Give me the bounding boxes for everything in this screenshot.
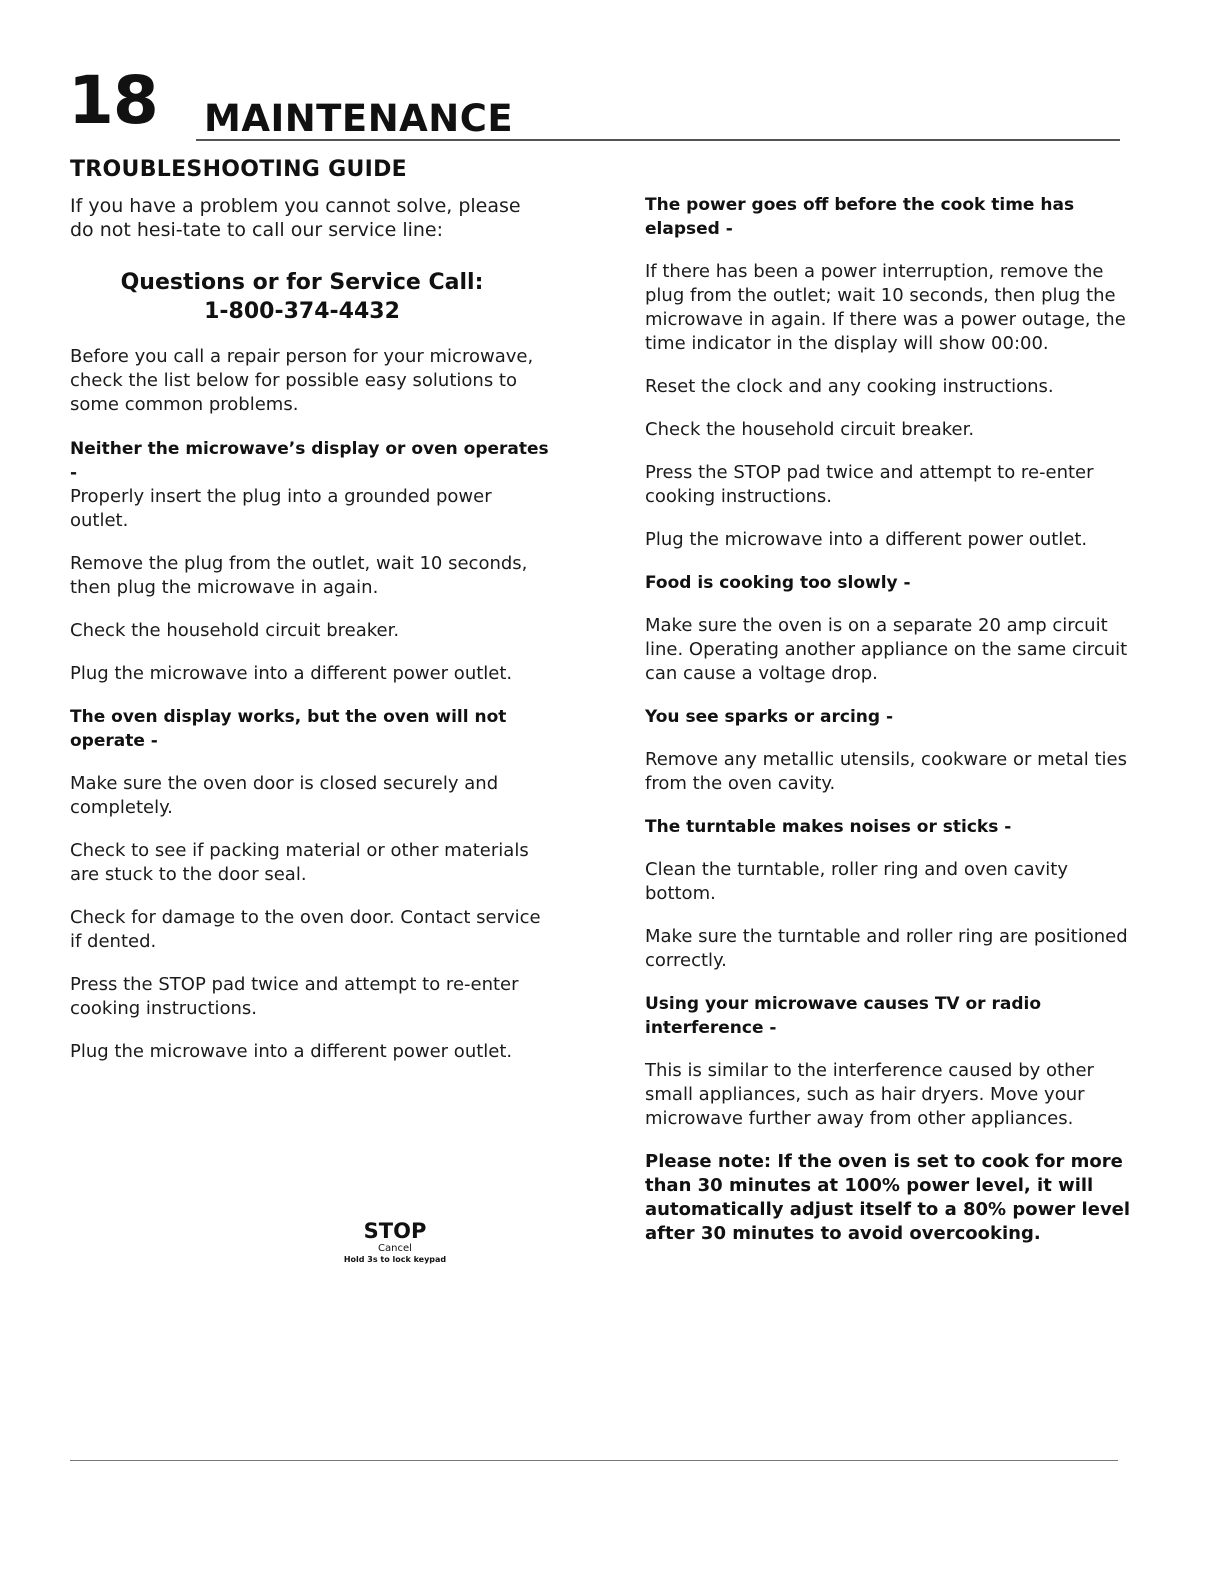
problem-heading: The turntable makes noises or sticks - [645,817,1012,837]
before-call-text: Before you call a repair person for your microwave, check the list below for possible easy solutions to some common problems. [70,346,534,415]
solution-text: Reset the clock and any cooking instructions. [645,376,1054,397]
solution-text: Check to see if packing material or other materials are stuck to the door seal. [70,840,529,885]
page-subtitle: TROUBLESHOOTING GUIDE [70,157,408,182]
stop-pad-label: STOP [363,1219,427,1243]
solution-text: Plug the microwave into a different power outlet. [645,529,1088,550]
problem-heading: The oven display works, but the oven will not operate - [70,707,507,751]
problem-heading: Using your microwave causes TV or radio interference - [645,994,1042,1038]
solution-text: Remove any metallic utensils, cookware or metal ties from the oven cavity. [645,749,1128,794]
solution-text: Remove the plug from the outlet, wait 10 seconds, then plug the microwave in again. [70,553,528,598]
right-column [645,193,1135,1246]
problem-heading: Food is cooking too slowly - [645,573,911,593]
left-column [70,194,550,1083]
problem-heading: The power goes off before the cook time has elapsed - [645,195,1075,239]
solution-text: This is similar to the interference caused by other small appliances, such as hair dryers. Move your microwave further away from other appliances. [645,1060,1094,1129]
service-phone-number: 1-800-374-4432 [204,299,400,324]
stop-pad-sublabel: Cancel [378,1243,412,1254]
service-call-heading: Questions or for Service Call: [120,270,484,295]
solution-text: Check the household circuit breaker. [70,620,400,641]
section-title: MAINTENANCE [204,97,514,140]
solution-text: Press the STOP pad twice and attempt to re-enter cooking instructions. [70,974,519,1019]
header-rule [196,139,1120,141]
solution-text: Make sure the oven is on a separate 20 amp circuit line. Operating another appliance on the same circuit can cause a voltage drop. [645,615,1128,684]
solution-text: Press the STOP pad twice and attempt to re-enter cooking instructions. [645,462,1094,507]
service-call-block [70,268,534,326]
page-number: 18 [68,62,158,139]
stop-pad-illustration [340,1219,450,1265]
power-level-note: Please note: If the oven is set to cook for more than 30 minutes at 100% power level, it will automatically adjust itself to a 80% power level after 30 minutes to avoid overcooking. [645,1151,1131,1244]
solution-text: If there has been a power interruption, remove the plug from the outlet; wait 10 seconds, then plug the microwave in again. If there was a power outage, the time indicator in the display will show 00:00. [645,261,1126,354]
solution-text: Make sure the turntable and roller ring are positioned correctly. [645,926,1128,971]
solution-text: Make sure the oven door is closed securely and completely. [70,773,499,818]
footer-rule [70,1460,1118,1461]
solution-text: Plug the microwave into a different power outlet. [70,1041,513,1062]
problem-heading: Neither the microwave’s display or oven operates - [70,439,549,483]
intro-text: If you have a problem you cannot solve, please do not hesi-tate to call our service line: [70,195,521,241]
solution-text: Plug the microwave into a different power outlet. [70,663,513,684]
problem-heading: You see sparks or arcing - [645,707,894,727]
solution-text: Clean the turntable, roller ring and oven cavity bottom. [645,859,1068,904]
solution-text: Properly insert the plug into a grounded power outlet. [70,486,492,531]
stop-pad-hint: Hold 3s to lock keypad [343,1255,447,1264]
solution-text: Check for damage to the oven door. Contact service if dented. [70,907,541,952]
solution-text: Check the household circuit breaker. [645,419,975,440]
